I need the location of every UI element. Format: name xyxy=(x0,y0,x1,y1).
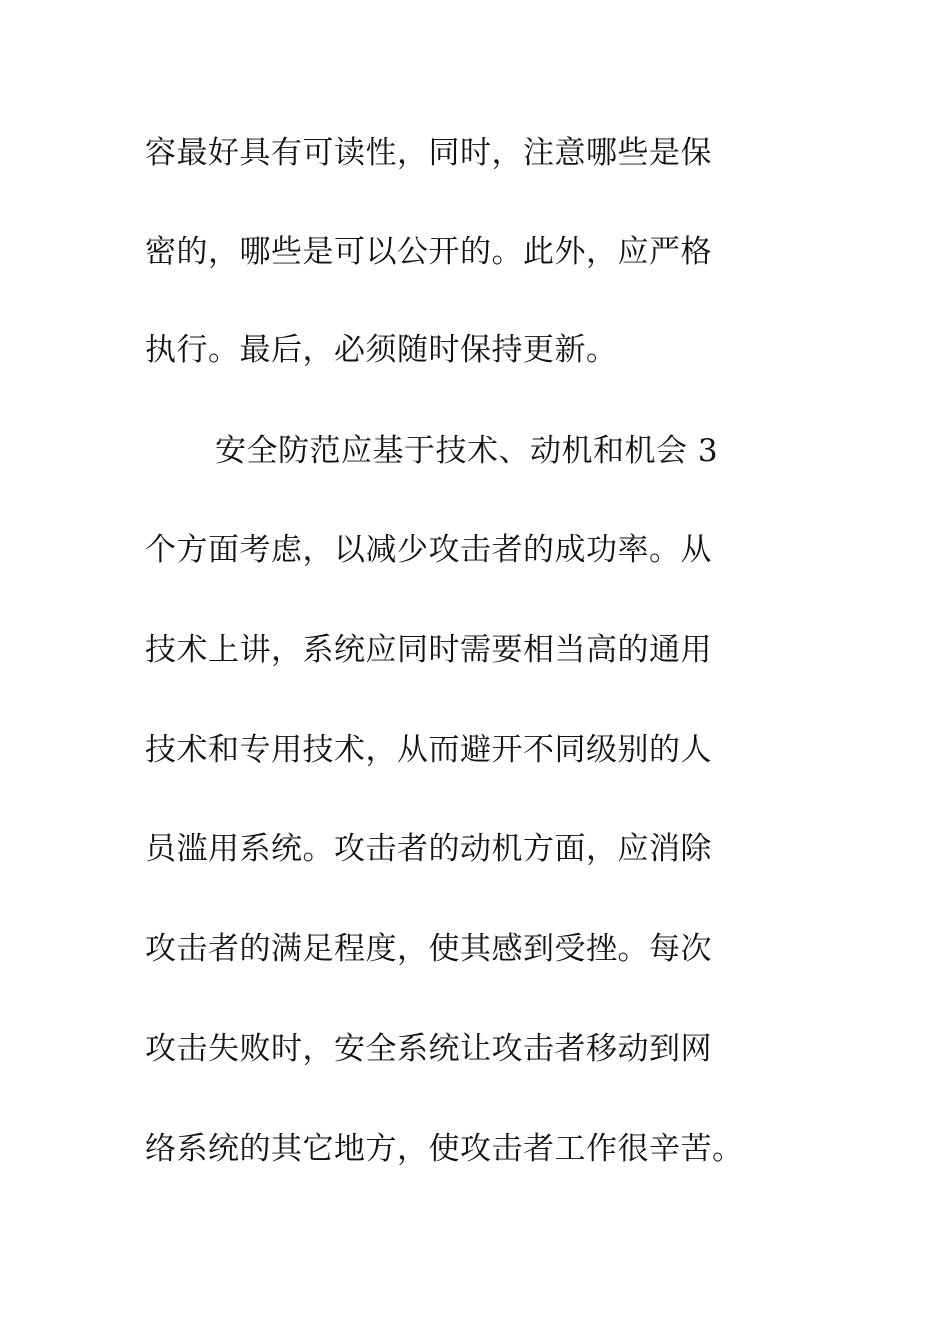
text-line: 技术和专用技术，从而避开不同级别的人 xyxy=(145,732,712,768)
text-line: 攻击者的满足程度，使其感到受挫。每次 xyxy=(145,931,712,967)
text-line: 密的，哪些是可以公开的。此外，应严格 xyxy=(145,234,712,270)
text-line: 技术上讲，系统应同时需要相当高的通用 xyxy=(145,632,712,668)
text-line: 络系统的其它地方，使攻击者工作很辛苦。 xyxy=(145,1131,744,1167)
paragraph-start-line: 安全防范应基于技术、动机和机会 3 xyxy=(215,433,719,469)
text-line: 容最好具有可读性，同时，注意哪些是保 xyxy=(145,135,712,171)
text-line: 个方面考虑，以减少攻击者的成功率。从 xyxy=(145,532,712,568)
text-line: 员滥用系统。攻击者的动机方面，应消除 xyxy=(145,831,712,867)
text-line: 攻击失败时，安全系统让攻击者移动到网 xyxy=(145,1031,712,1067)
text-line: 执行。最后，必须随时保持更新。 xyxy=(145,332,618,368)
